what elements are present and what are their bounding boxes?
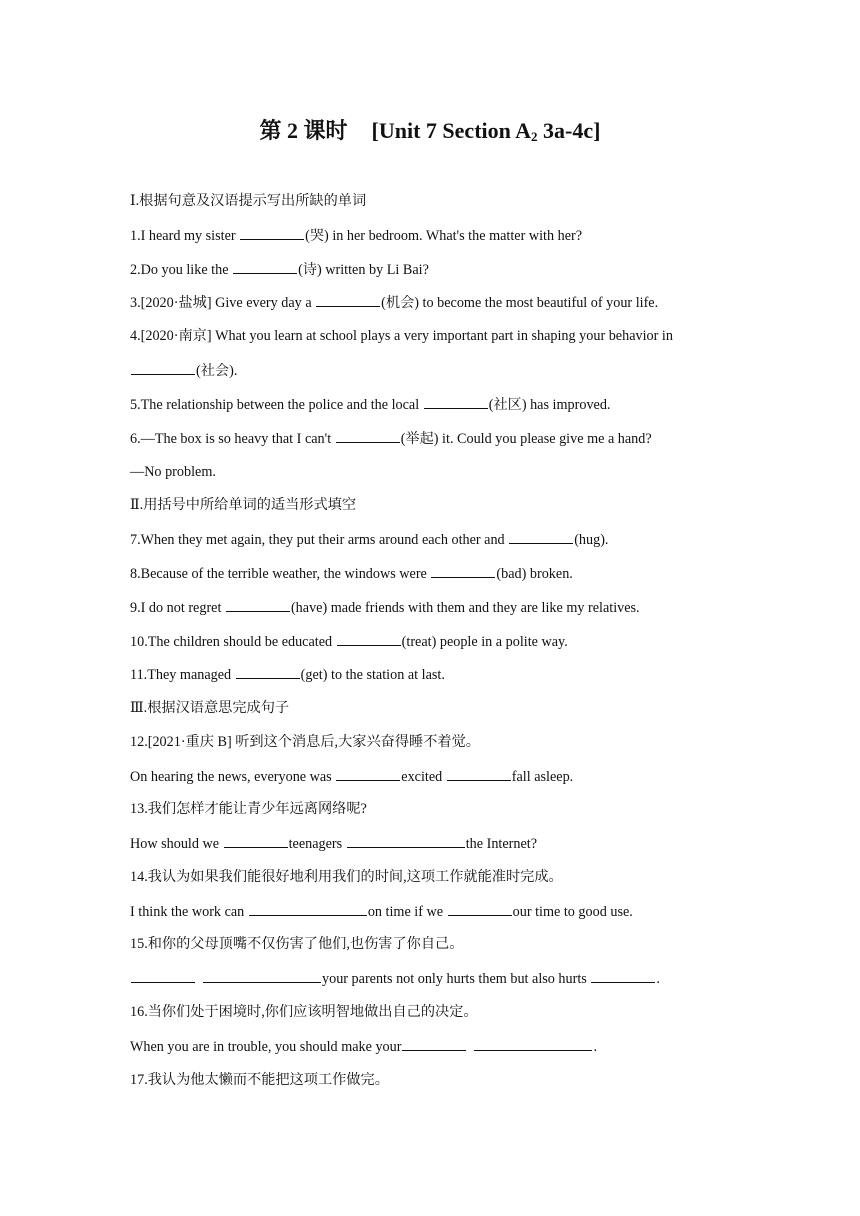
unit-label-post: 3a-4c]	[537, 118, 601, 143]
question-2: 2.Do you like the (诗) written by Li Bai?	[130, 259, 429, 280]
answer-blank[interactable]	[131, 968, 195, 983]
answer-blank[interactable]	[509, 529, 573, 544]
answer-blank[interactable]	[336, 766, 400, 781]
answer-blank[interactable]	[203, 968, 321, 983]
unit-label-pre: [Unit 7 Section A	[371, 118, 532, 143]
question-6-reply: —No problem.	[130, 464, 216, 480]
question-17-chinese: 17.我认为他太懒而不能把这项工作做完。	[130, 1072, 389, 1088]
question-14-chinese: 14.我认为如果我们能很好地利用我们的时间,这项工作就能准时完成。	[130, 869, 563, 885]
answer-blank[interactable]	[337, 631, 401, 646]
answer-blank[interactable]	[249, 901, 367, 916]
answer-blank[interactable]	[224, 833, 288, 848]
answer-blank[interactable]	[336, 428, 400, 443]
page-title	[0, 114, 860, 145]
question-12: On hearing the news, everyone was excited fall asleep.	[130, 766, 573, 787]
question-7: 7.When they met again, they put their arms around each other and (hug).	[130, 529, 608, 550]
answer-blank[interactable]	[233, 259, 297, 274]
answer-blank[interactable]	[131, 360, 195, 375]
answer-blank[interactable]	[226, 597, 290, 612]
question-3: 3.[2020·盐城] Give every day a (机会) to become the most beautiful of your life.	[130, 292, 658, 313]
question-1: 1.I heard my sister (哭) in her bedroom. What's the matter with her?	[130, 225, 582, 246]
answer-blank[interactable]	[402, 1036, 466, 1051]
question-13: How should we teenagers the Internet?	[130, 833, 537, 854]
question-4-cont: (社会).	[130, 360, 237, 381]
question-16-chinese: 16.当你们处于困境时,你们应该明智地做出自己的决定。	[130, 1004, 478, 1020]
answer-blank[interactable]	[448, 901, 512, 916]
answer-blank[interactable]	[431, 563, 495, 578]
section-2-heading: Ⅱ.用括号中所给单词的适当形式填空	[130, 497, 357, 513]
question-14: I think the work can on time if we our time to good use.	[130, 901, 633, 922]
answer-blank[interactable]	[591, 968, 655, 983]
question-6: 6.—The box is so heavy that I can't (举起) it. Could you please give me a hand?	[130, 428, 652, 449]
answer-blank[interactable]	[474, 1036, 592, 1051]
question-16: When you are in trouble, you should make your .	[130, 1036, 597, 1057]
question-12-chinese: 12.[2021·重庆 B] 听到这个消息后,大家兴奋得睡不着觉。	[130, 734, 480, 750]
unit-label-sub: 2	[531, 129, 538, 144]
question-11: 11.They managed (get) to the station at last.	[130, 664, 445, 685]
question-4: 4.[2020·南京] What you learn at school plays a very important part in shaping your behavior in	[130, 328, 673, 344]
answer-blank[interactable]	[240, 225, 304, 240]
answer-blank[interactable]	[447, 766, 511, 781]
question-15: your parents not only hurts them but also hurts .	[130, 968, 660, 989]
question-8: 8.Because of the terrible weather, the windows were (bad) broken.	[130, 563, 573, 584]
question-15-chinese: 15.和你的父母顶嘴不仅伤害了他们,也伤害了你自己。	[130, 936, 464, 952]
section-3-heading: Ⅲ.根据汉语意思完成句子	[130, 700, 290, 716]
question-13-chinese: 13.我们怎样才能让青少年远离网络呢?	[130, 801, 367, 817]
question-9: 9.I do not regret (have) made friends with them and they are like my relatives.	[130, 597, 640, 618]
answer-blank[interactable]	[347, 833, 465, 848]
answer-blank[interactable]	[316, 292, 380, 307]
answer-blank[interactable]	[236, 664, 300, 679]
section-1-heading: Ⅰ.根据句意及汉语提示写出所缺的单词	[130, 193, 367, 209]
question-10: 10.The children should be educated (treat) people in a polite way.	[130, 631, 568, 652]
answer-blank[interactable]	[424, 394, 488, 409]
lesson-label: 第 2 课时	[259, 118, 348, 143]
question-5: 5.The relationship between the police and the local (社区) has improved.	[130, 394, 610, 415]
